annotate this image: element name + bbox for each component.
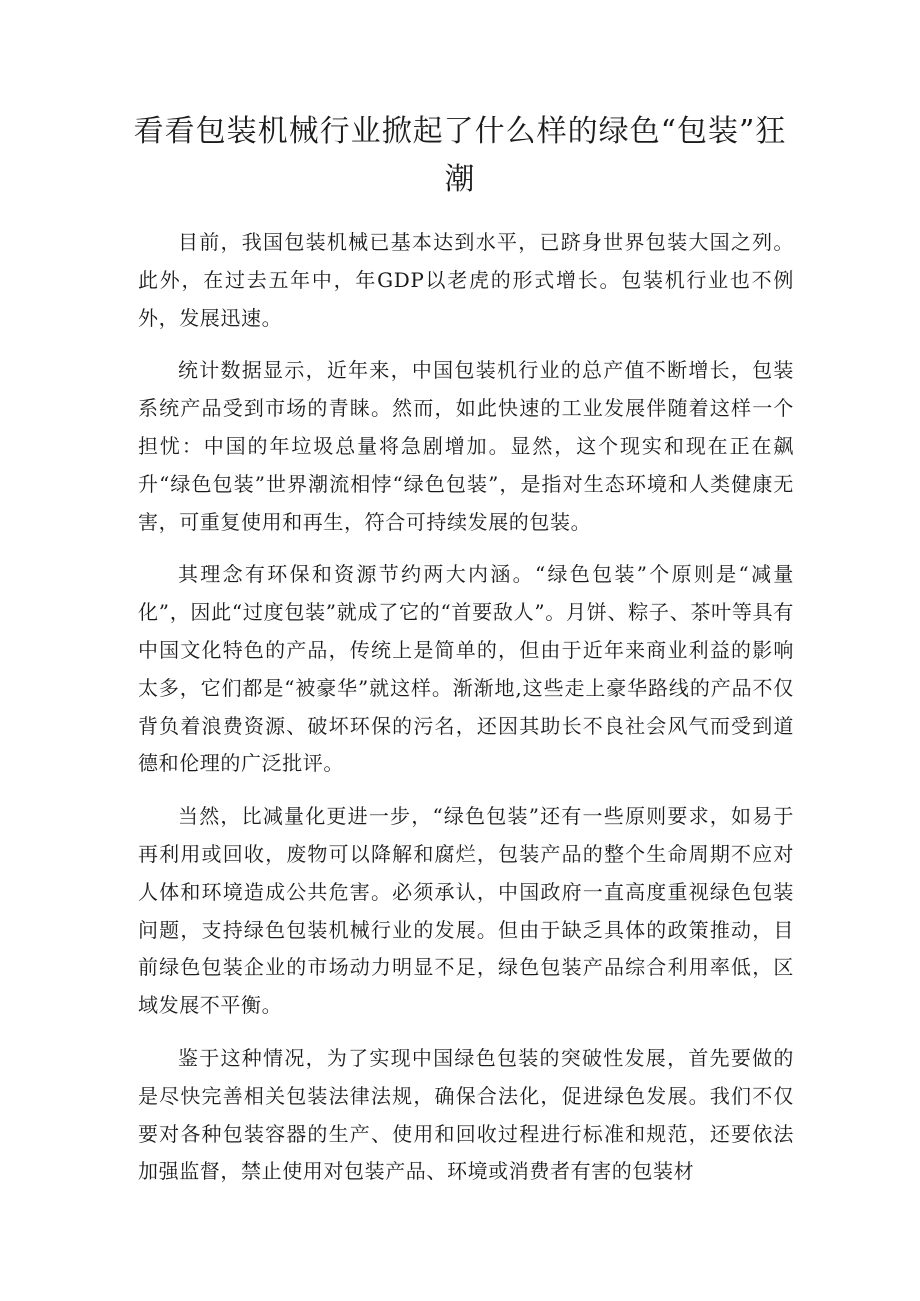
- paragraph: 鉴于这种情况，为了实现中国绿色包装的突破性发展，首先要做的是尽快完善相关包装法律法规，确保合法化，促进绿色发展。我们不仅要对各种包装容器的生产、使用和回收过程进行标准和规范，还要依法加强监督，禁止使用对包装产品、环境或消费者有害的包装材: [138, 1045, 794, 1184]
- paragraph: 当然，比减量化更进一步，“绿色包装”还有一些原则要求，如易于再利用或回收，废物可以降解和腐烂，包装产品的整个生命周期不应对人体和环境造成公共危害。必须承认，中国政府一直高度重视绿色包装问题，支持绿色包装机械行业的发展。但由于缺乏具体的政策推动，目前绿色包装企业的市场动力明显不足，绿色包装产品综合利用率低，区域发展不平衡。: [138, 804, 794, 1018]
- document-title: 看看包装机械行业掀起了什么样的绿色“包装”狂潮: [133, 114, 787, 197]
- paragraph: 统计数据显示，近年来，中国包装机行业的总产值不断增长，包装系统产品受到市场的青睐。然而，如此快速的工业发展伴随着这样一个担忧：中国的年垃圾总量将急剧增加。显然，这个现实和现在正在飙升“绿色包装”世界潮流相悖“绿色包装”，是指对生态环境和人类健康无害，可重复使用和再生，符合可持续发展的包装。: [138, 358, 794, 534]
- paragraph: 目前，我国包装机械已基本达到水平，已跻身世界包装大国之列。此外，在过去五年中，年GDP以老虎的形式增长。包装机行业也不例外，发展迅速。: [138, 230, 794, 330]
- document-body: [138, 224, 794, 1206]
- paragraph: 其理念有环保和资源节约两大内涵。“绿色包装”个原则是“减量化”，因此“过度包装”就成了它的“首要敌人”。月饼、粽子、茶叶等具有中国文化特色的产品，传统上是简单的，但由于近年来商业利益的影响太多，它们都是“被豪华”就这样。渐渐地,这些走上豪华路线的产品不仅背负着浪费资源、破坏环保的污名，还因其助长不良社会风气而受到道德和伦理的广泛批评。: [138, 562, 794, 776]
